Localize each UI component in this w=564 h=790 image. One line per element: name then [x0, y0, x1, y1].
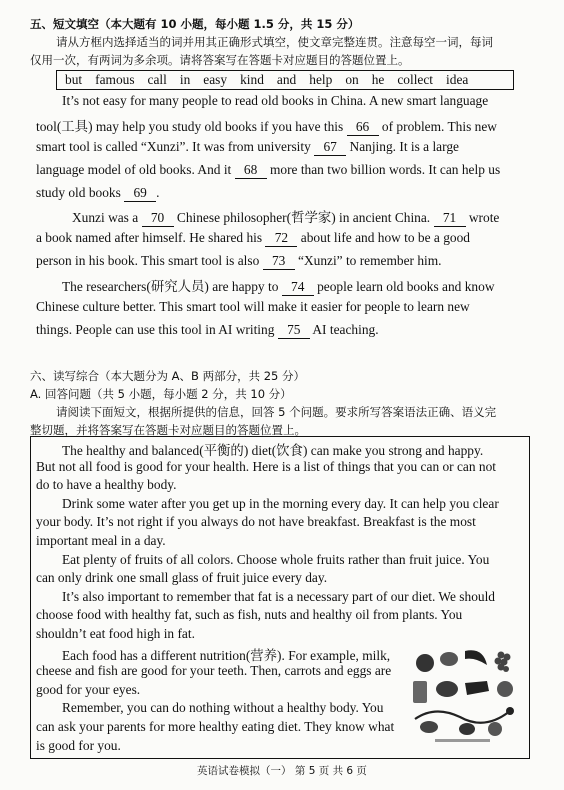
bread-icon [420, 721, 438, 733]
line-text: things. People can use this tool in AI writing [36, 322, 278, 337]
grapes-icon [495, 652, 511, 673]
line-text: It’s not easy for many people to read old books in China. A new smart language [62, 93, 489, 108]
apple-icon [440, 652, 458, 666]
line-text: Xunzi was a [72, 210, 142, 225]
word-bank-word: but [65, 72, 83, 87]
paragraph-line [36, 185, 160, 202]
word-bank-word: in [179, 72, 191, 87]
line-text: language model of old books. And it [36, 162, 235, 177]
cheese-icon [436, 681, 458, 697]
passage-line: important meal in a day. [36, 533, 166, 548]
passage-line: Each food has a different nutrition(营养). For example, milk, [62, 647, 391, 663]
passage-line: your body. It’s not right if you always do not have breakfast. Breakfast is the most [36, 514, 476, 530]
answer-blank: 66 [347, 119, 379, 136]
line-text: people learn old books and know [313, 279, 495, 294]
banana-icon [465, 650, 487, 665]
passage-line: Drink some water after you get up in the morning every day. It can help you clear [62, 495, 499, 511]
word-bank-word: he [371, 72, 385, 87]
healthy-food-illustration [405, 645, 520, 745]
answer-blank: 73 [263, 253, 295, 270]
line-text: “Xunzi” to remember him. [294, 253, 442, 268]
answer-blank: 70 [142, 210, 174, 227]
paragraph-line [72, 207, 499, 227]
answer-blank: 69 [124, 185, 156, 202]
passage-line: It’s also important to remember that fat is a necessary part of our diet. We should [62, 588, 496, 604]
answer-blank: 75 [278, 322, 310, 339]
line-text: Chinese philosopher(哲学家) in ancient China. [173, 210, 434, 225]
passage-line: can only drink one small glass of fruit juice every day. [36, 570, 328, 586]
section6-instructions-1: 请阅读下面短文，根据所提供的信息，回答 5 个问题。要求所写答案语法正确、语义完 [56, 405, 497, 419]
section6-instructions-2: 整切题，并将答案写在答题卡对应题目的答题位置上。 [30, 423, 306, 437]
passage-line: But not all food is good for your health. Here is a list of things that you can or can not [36, 458, 497, 474]
line-text: smart tool is called “Xunzi”. It was from university [36, 139, 315, 154]
line-text: . [156, 185, 160, 200]
word-bank-box [56, 70, 514, 90]
passage-line: can ask your parents for more healthy eating diet. They know what [36, 719, 395, 734]
word-bank-word: collect [397, 72, 434, 87]
passage-line: shouldn’t eat food high in fat. [36, 626, 195, 641]
egg-icon [488, 722, 502, 736]
line-text: a book named after himself. He shared his [36, 230, 266, 245]
section6-title: 六、读写综合（本大题分为 A、B 两部分，共 25 分） [30, 369, 306, 383]
section5-instructions-1: 请从方框内选择适当的词并用其正确形式填空，使文章完整连贯。注意每空一词，每词 [56, 35, 493, 49]
tomato-icon [416, 654, 434, 672]
passage-line: The healthy and balanced(平衡的) diet(饮食) can make you strong and happy. [62, 443, 484, 458]
word-bank-word: famous [95, 72, 135, 87]
line-text: about life and how to be a good [297, 230, 470, 245]
word-bank-word: call [147, 72, 167, 87]
word-bank-word: easy [203, 72, 228, 87]
line-text: more than two billion words. It can help us [266, 162, 501, 177]
section5-instructions-2: 仅用一次，有两词为多余项。请将答案写在答题卡对应题目的答题位置上。 [30, 53, 410, 67]
credit-line [435, 739, 490, 742]
line-text: The researchers(研究人员) are happy to [62, 279, 282, 294]
paragraph-line [36, 139, 459, 156]
word-bank-word: and [276, 72, 297, 87]
page-footer: 英语试卷模拟（一） 第 5 页 共 6 页 [197, 765, 367, 777]
answer-blank: 74 [282, 279, 314, 296]
line-text: wrote [465, 210, 500, 225]
fish-icon [465, 681, 489, 695]
paragraph-line [36, 322, 379, 339]
paragraph-line [36, 253, 442, 270]
answer-blank: 72 [265, 230, 297, 247]
stethoscope-icon [415, 711, 510, 723]
word-bank-word: on [345, 72, 359, 87]
paragraph-line [36, 116, 497, 136]
word-bank-word: idea [446, 72, 469, 87]
line-text: study old books [36, 185, 125, 200]
passage-line: is good for you. [36, 737, 121, 753]
paragraph-line [36, 299, 470, 315]
paragraph-line [62, 93, 488, 109]
line-text: Chinese culture better. This smart tool will make it easier for people to learn new [36, 299, 470, 314]
line-text: tool(工具) may help you study old books if you have this [36, 119, 347, 134]
section5-title: 五、短文填空（本大题有 10 小题，每小题 1.5 分，共 15 分） [30, 17, 360, 31]
passage-line: Remember, you can do nothing without a healthy body. You [62, 700, 384, 716]
answer-blank: 68 [235, 162, 267, 179]
part-a-title: A. 回答问题（共 5 小题，每小题 2 分，共 10 分） [30, 387, 292, 401]
line-text: Nanjing. It is a large [346, 139, 459, 154]
answer-blank: 67 [314, 139, 346, 156]
bottle-icon [413, 681, 427, 703]
word-bank-word: kind [240, 72, 264, 87]
passage-line: do to have a healthy body. [36, 477, 177, 493]
paragraph-line [62, 276, 494, 296]
line-text: AI teaching. [309, 322, 379, 337]
passage-line: cheese and fish are good for your teeth. Then, carrots and eggs are [36, 663, 392, 679]
line-text: person in his book. This smart tool is also [36, 253, 263, 268]
paragraph-line [36, 230, 470, 247]
answer-blank: 71 [434, 210, 466, 227]
passage-line: Eat plenty of fruits of all colors. Choose whole fruits rather than fruit juice. You [62, 551, 490, 567]
line-text: of problem. This new [378, 119, 497, 134]
passage-line: good for your eyes. [36, 681, 141, 697]
pear-icon [459, 723, 475, 735]
orange-icon [497, 681, 513, 697]
paragraph-line [36, 162, 500, 179]
passage-line: choose food with healthy fat, such as fish, nuts and healthy oil from plants. You [36, 607, 463, 623]
word-bank-word: help [309, 72, 333, 87]
